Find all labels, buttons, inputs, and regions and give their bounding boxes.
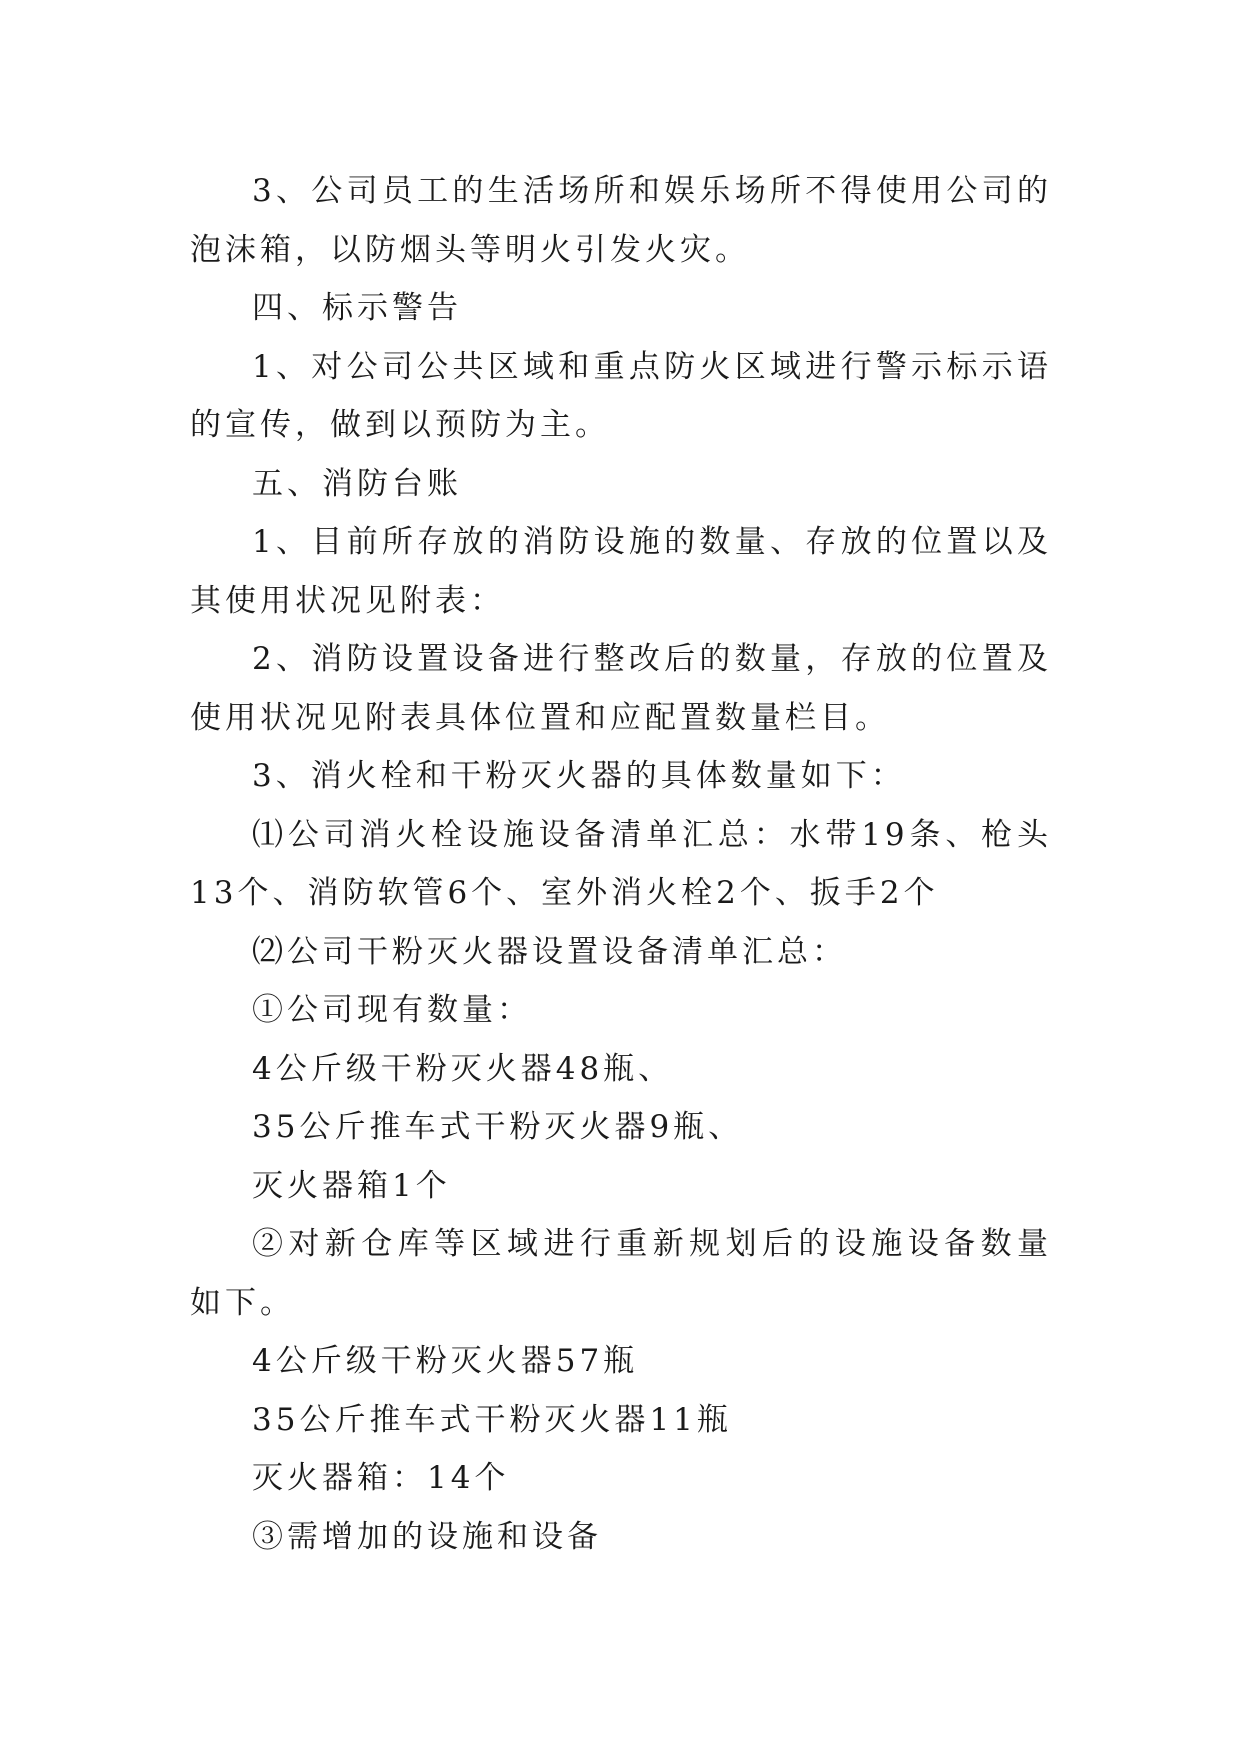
paragraph-warning-1: 1、对公司公共区域和重点防火区域进行警示标示语的宣传，做到以预防为主。 (190, 348, 1052, 443)
paragraph-rule-3: 3、公司员工的生活场所和娱乐场所不得使用公司的泡沫箱，以防烟头等明火引发火灾。 (190, 173, 1052, 268)
list-item-4kg-current: 4公斤级干粉灭火器48瓶、 (252, 1050, 674, 1087)
paragraph-ledger-1: 1、目前所存放的消防设施的数量、存放的位置以及其使用状况见附表： (190, 524, 1052, 619)
document-body (190, 162, 1052, 1566)
paragraph-extinguisher-summary: ⑵公司干粉灭火器设置设备清单汇总： (252, 933, 847, 970)
list-item-35kg-planned: 35公斤推车式干粉灭火器11瓶 (252, 1401, 732, 1438)
paragraph-replanned-quantity: ②对新仓库等区域进行重新规划后的设施设备数量如下。 (190, 1226, 1052, 1321)
section-heading-fire-ledger: 五、消防台账 (252, 465, 462, 502)
paragraph-additional-needs: ③需增加的设施和设备 (252, 1518, 602, 1555)
list-item-35kg-current: 35公斤推车式干粉灭火器9瓶、 (252, 1109, 744, 1145)
list-item-box-planned: 灭火器箱：14个 (252, 1460, 510, 1496)
list-item-box-current: 灭火器箱1个 (252, 1167, 451, 1204)
paragraph-ledger-2: 2、消防设置设备进行整改后的数量，存放的位置及使用状况见附表具体位置和应配置数量栏目。 (190, 641, 1052, 736)
paragraph-ledger-3: 3、消火栓和干粉灭火器的具体数量如下： (252, 758, 906, 794)
paragraph-current-quantity: ①公司现有数量： (252, 992, 532, 1028)
list-item-4kg-planned: 4公斤级干粉灭火器57瓶 (252, 1343, 639, 1379)
section-heading-warning-signs: 四、标示警告 (252, 290, 462, 326)
paragraph-hydrant-summary: ⑴公司消火栓设施设备清单汇总：水带19条、枪头13个、消防软管6个、室外消火栓2个、扳手2个 (190, 816, 1052, 911)
